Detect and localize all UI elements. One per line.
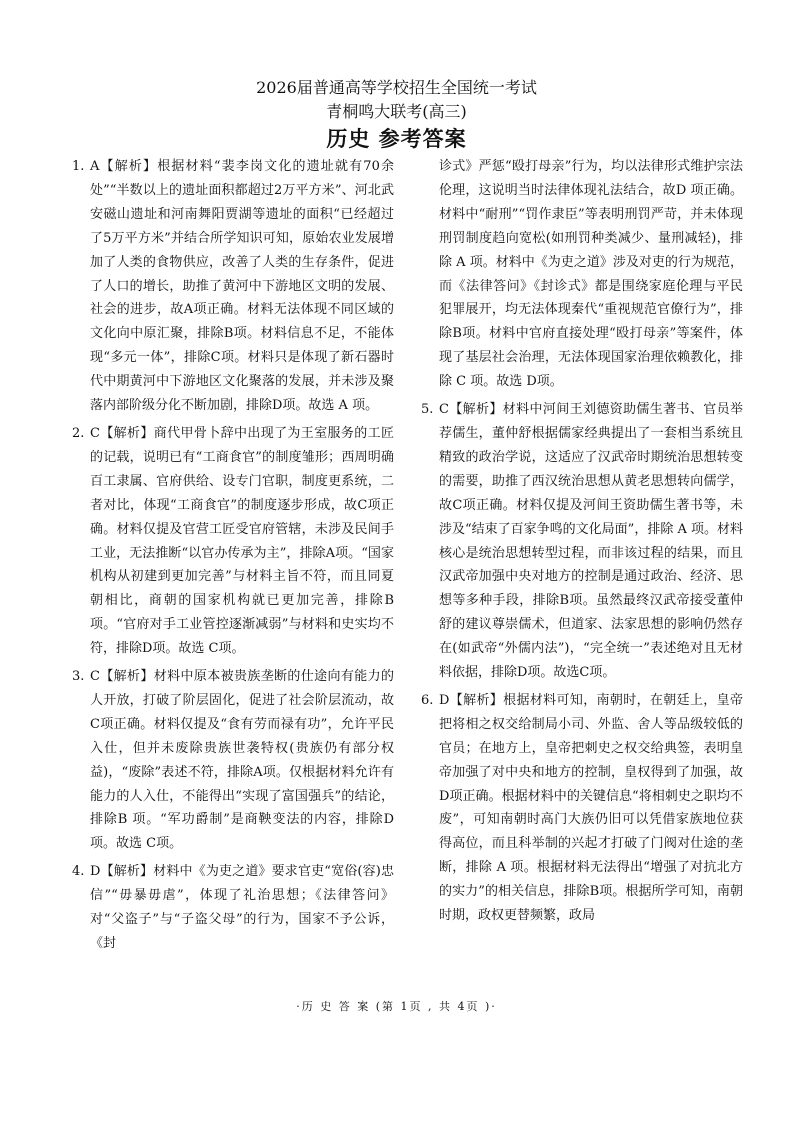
page-footer: ·历 史 答 案 (第 1页 , 共 4页 )·	[296, 1000, 497, 1013]
item-number: 6.	[421, 692, 434, 708]
item-text: C【解析】材料中河间王刘德资助儒生著书、官员举荐儒生，董仲舒根据儒家经典提出了一套相当系统且精致的政治学说，这适应了汉武帝时期统治思想转变的需要，助推了西汉统治思想从黄老思想转向儒学，故C项正确。材料仅提及河间王资助儒生著书等，未涉及“结束了百家争鸣的文化局面”，排除 A 项。材料核心是统治思想转型过程，而非该过程的结果，而且汉武帝加强中央对地方的控制是通过政治、经济、思想等多种手段，排除B项。虽然最终汉武帝接受董仲舒的建议尊崇儒术，但道家、法家思想的影响仍然存在(如武帝“外儒内法”)，“完全统一”表述绝对且无材料依据，排除D项。故选C项。	[439, 402, 743, 681]
item-text: D【解析】材料中《为吏之道》要求官吏“宽俗(容)忠信”“毋暴毋虐”，体现了礼治思想；《法律答问》对“父盗子”与“子盗父母”的行为，国家不予公诉，《封	[90, 864, 394, 951]
answer-item-4	[72, 860, 394, 956]
item-text: D【解析】根据材料可知，南朝时，在朝廷上，皇帝把将相之权交给制局小司、外监、舍人等品级较低的官员；在地方上，皇帝把刺史之权交给典签，表明皇帝加强了对中央和地方的控制，皇权得到了加强，故D项正确。根据材料中的关键信息“将相刺史之职均不废”，可知南朝时高门大族仍旧可以凭借家族地位获得高位，而且科举制的兴起才打破了门阀对仕途的垄断，排除 A 项。根据材料无法得出“增强了对抗北方的实力”的相关信息，排除B项。根据所学可知，南朝时期，政权更替频繁，政局	[439, 692, 743, 924]
item-number: 4.	[72, 864, 85, 880]
item-number: 1.	[72, 159, 85, 174]
answer-item-6	[421, 689, 743, 928]
answer-item-2	[72, 422, 394, 661]
answer-item-5	[421, 398, 743, 685]
answer-item-3	[72, 665, 394, 856]
exam-subtitle: 青桐鸣大联考(高三)	[326, 102, 467, 121]
exam-title: 2026届普通高等学校招生全国统一考试	[256, 78, 537, 97]
right-column	[421, 155, 743, 932]
item-number: 5.	[421, 402, 434, 418]
page-title: 历史 参考答案	[326, 127, 467, 151]
answer-item-4-continued: 诊式》严惩“殴打母亲”行为，均以法律形式维护宗法伦理，这说明当时法律体现礼法结合，故D 项正确。材料中“耐刑”“罚作隶臣”等表明刑罚严苛，并未体现刑罚制度趋向宽松(如刑罚种类减少、量刑减轻)，排除 A 项。材料中《为吏之道》涉及对吏的行为规范，而《法律答问》《封诊式》都是围绕家庭伦理与平民犯罪展开，均无法体现秦代“重视规范官僚行为”，排除B项。材料中官府直接处理“殴打母亲”等案件，体现了基层社会治理，无法体现国家治理依赖教化，排除 C 项。故选 D项。	[439, 159, 743, 390]
item-number: 2.	[72, 425, 85, 441]
item-text: C【解析】材料中原本被贵族垄断的仕途向有能力的人开放，打破了阶层固化，促进了社会阶层流动，故C项正确。材料仅提及“食有劳而禄有功”，允许平民入仕，但并未废除贵族世袭特权(贵族仍有部分权益)，“废除”表述不符，排除A项。仅根据材料允许有能力的人入仕，不能得出“实现了富国强兵”的结论，排除B 项。“军功爵制”是商鞅变法的内容，排除D项。故选 C项。	[90, 669, 394, 852]
item-text: C【解析】商代甲骨卜辞中出现了为王室服务的工匠的记载，说明已有“工商食官”的制度雏形；西周明确百工隶属、官府供给、设专门官职，制度更系统，二者对比，体现“工商食官”的制度逐步形成，故C项正确。材料仅提及官营工匠受官府管辖，未涉及民间手工业，无法推断“以官办传承为主”，排除A项。“国家机构从初建到更加完善”与材料主旨不符，而且同夏朝相比，商朝的国家机构就已更加完善，排除B项。“官府对手工业管控逐渐减弱”与材料和史实均不符，排除D项。故选 C项。	[90, 425, 394, 657]
left-column	[72, 155, 394, 960]
item-number: 3.	[72, 669, 85, 685]
answer-item-1	[72, 155, 394, 418]
item-text: A【解析】根据材料“裴李岗文化的遗址就有70余处”“半数以上的遗址面积都超过2万平方米”、河北武安磁山遗址和河南舞阳贾湖等遗址的面积“已经超过了5万平方米”并结合所学知识可知，原始农业发展增加了人类的食物供应，改善了人类的生存条件，促进了人口的增长，助推了黄河中下游地区文明的发展、社会的进步，故A项正确。材料无法体现不同区域的文化向中原汇聚，排除B项。材料信息不足，不能体现“多元一体”，排除C项。材料只是体现了新石器时代中期黄河中下游地区文化聚落的发展，并未涉及聚落内部阶级分化不断加剧，排除D项。故选 A 项。	[90, 159, 394, 414]
